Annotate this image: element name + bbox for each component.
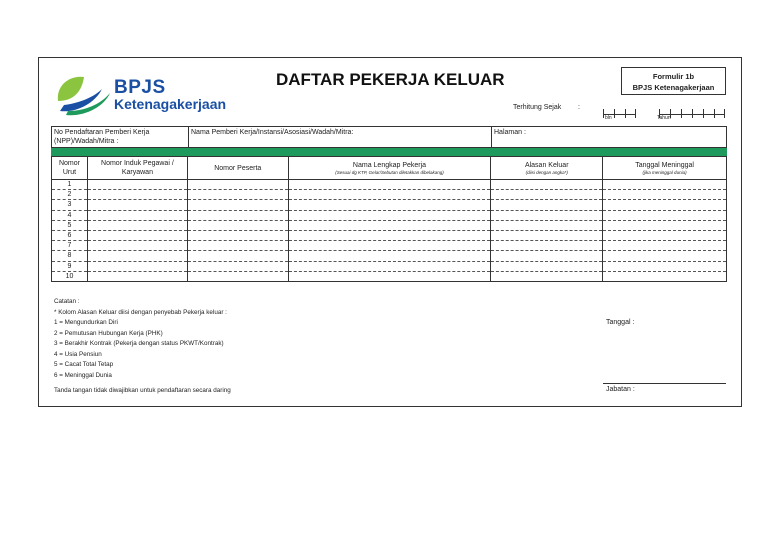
table-cell[interactable] (603, 261, 727, 271)
table-cell[interactable] (288, 200, 491, 210)
table-cell[interactable] (603, 271, 727, 281)
table-cell[interactable] (87, 261, 187, 271)
logo-text-bpjs: BPJS (114, 77, 166, 98)
row-number: 9 (52, 261, 88, 271)
table-cell[interactable] (603, 251, 727, 261)
row-number: 5 (52, 220, 88, 230)
table-cell[interactable] (187, 230, 288, 240)
note-line: 3 = Berakhir Kontrak (Pekerja dengan status PKWT/Kontrak) (54, 340, 224, 347)
terhitung-sejak-label: Terhitung Sejak (513, 104, 562, 111)
row-number: 8 (52, 251, 88, 261)
table-cell[interactable] (603, 210, 727, 220)
table-cell[interactable] (87, 210, 187, 220)
jabatan-label: Jabatan : (606, 386, 635, 393)
header-alasan-note: (diisi dengan angka*) (525, 169, 568, 175)
halaman-field[interactable]: Halaman : (494, 129, 526, 136)
table-row (52, 200, 727, 210)
table-cell[interactable] (288, 271, 491, 281)
tanggal-label: Tanggal : (606, 319, 635, 326)
table-cell[interactable] (187, 200, 288, 210)
header-nama-note: (Sesuai dg KTP, Gelar/Sebutan diletakkan dibelakang) (335, 169, 444, 175)
form-code-box (621, 67, 726, 95)
note-line: * Kolom Alasan Keluar diisi dengan penyebab Pekerja keluar : (54, 308, 227, 316)
employer-name-field[interactable]: Nama Pemberi Kerja/Instansi/Asosiasi/Wadah/Mitra: (189, 127, 492, 147)
table-cell[interactable] (603, 230, 727, 240)
row-number: 6 (52, 230, 88, 240)
table-cell[interactable] (87, 251, 187, 261)
table-row (52, 190, 727, 200)
table-row (52, 210, 727, 220)
note-line: 1 = Mengundurkan Diri (54, 319, 118, 326)
table-cell[interactable] (603, 190, 727, 200)
table-cell[interactable] (288, 261, 491, 271)
header-tanggal (603, 157, 727, 180)
signature-line (603, 383, 726, 384)
header-alasan (491, 157, 603, 180)
note-line: 4 = Usia Pensiun (54, 350, 102, 358)
table-cell[interactable] (491, 261, 603, 271)
table-cell[interactable] (187, 210, 288, 220)
table-cell[interactable] (87, 230, 187, 240)
table-row (52, 180, 727, 190)
header-nomor-peserta: Nomor Peserta (187, 157, 288, 180)
table-cell[interactable] (288, 220, 491, 230)
table-row (52, 220, 727, 230)
table-cell[interactable] (603, 220, 727, 230)
tahun-label: Tahun (657, 115, 671, 121)
table-cell[interactable] (491, 271, 603, 281)
table-cell[interactable] (491, 230, 603, 240)
table-cell[interactable] (491, 251, 603, 261)
table-row (52, 241, 727, 251)
table-cell[interactable] (187, 190, 288, 200)
logo-text-ketenagakerjaan: Ketenagakerjaan (114, 96, 227, 112)
notes-block (54, 297, 227, 381)
note-line: 2 = Pemutusan Hubungan Kerja (PHK) (54, 329, 163, 337)
header-nip: Nomor Induk Pegawai / Karyawan (87, 157, 187, 180)
note-line: Catatan : (54, 298, 80, 305)
table-row (52, 251, 727, 261)
green-separator (51, 148, 727, 156)
header-nama (288, 157, 491, 180)
table-row (52, 230, 727, 240)
header-nomor-urut: Nomor Urut (52, 157, 88, 180)
table-cell[interactable] (288, 230, 491, 240)
table-row (52, 271, 727, 281)
table-cell[interactable] (187, 261, 288, 271)
page-title: DAFTAR PEKERJA KELUAR (276, 70, 505, 89)
table-cell[interactable] (491, 180, 603, 190)
npp-field[interactable]: No Pendaftaran Pemberi Kerja (NPP)/Wadah/Mitra : (52, 127, 189, 147)
header-alasan-label: Alasan Keluar (524, 161, 569, 169)
table-row (52, 261, 727, 271)
year-boxes[interactable] (659, 105, 725, 115)
table-cell[interactable] (288, 180, 491, 190)
table-cell[interactable] (603, 200, 727, 210)
table-cell[interactable] (87, 200, 187, 210)
table-cell[interactable] (491, 190, 603, 200)
table-cell[interactable] (288, 190, 491, 200)
header-tanggal-label: Tanggal Meninggal (635, 161, 694, 169)
form-code: Formulir 1b (652, 72, 695, 81)
table-cell[interactable] (288, 251, 491, 261)
bln-label: bln (605, 115, 612, 121)
table-cell[interactable] (491, 210, 603, 220)
terhitung-colon: : (578, 104, 580, 111)
header-tanggal-note: (jika meninggal dunia) (642, 169, 687, 175)
table-cell[interactable] (491, 220, 603, 230)
table-cell[interactable] (187, 271, 288, 281)
form-org: BPJS Ketenagakerjaan (632, 83, 715, 92)
table-cell[interactable] (87, 241, 187, 251)
row-number: 10 (52, 271, 88, 281)
note-line: 5 = Cacat Total Tetap (54, 361, 114, 368)
table-cell[interactable] (87, 190, 187, 200)
table-cell[interactable] (187, 241, 288, 251)
signature-note: Tanda tangan tidak diwajibkan untuk pendaftaran secara daring (54, 387, 231, 394)
row-number: 3 (52, 200, 88, 210)
table-cell[interactable] (187, 220, 288, 230)
employer-info-row (51, 126, 727, 148)
table-cell[interactable] (491, 241, 603, 251)
workers-table (51, 156, 727, 282)
table-cell[interactable] (491, 200, 603, 210)
table-cell[interactable] (87, 271, 187, 281)
note-line: 6 = Meninggal Dunia (54, 371, 112, 379)
table-cell[interactable] (288, 241, 491, 251)
table-cell[interactable] (603, 241, 727, 251)
row-number: 7 (52, 241, 88, 251)
table-cell[interactable] (87, 220, 187, 230)
table-cell[interactable] (87, 180, 187, 190)
row-number: 1 (52, 180, 88, 190)
table-cell[interactable] (187, 180, 288, 190)
table-cell[interactable] (288, 210, 491, 220)
row-number: 4 (52, 210, 88, 220)
header-nama-label: Nama Lengkap Pekerja (352, 161, 427, 169)
month-boxes[interactable] (603, 105, 636, 115)
row-number: 2 (52, 190, 88, 200)
table-cell[interactable] (187, 251, 288, 261)
table-cell[interactable] (603, 180, 727, 190)
